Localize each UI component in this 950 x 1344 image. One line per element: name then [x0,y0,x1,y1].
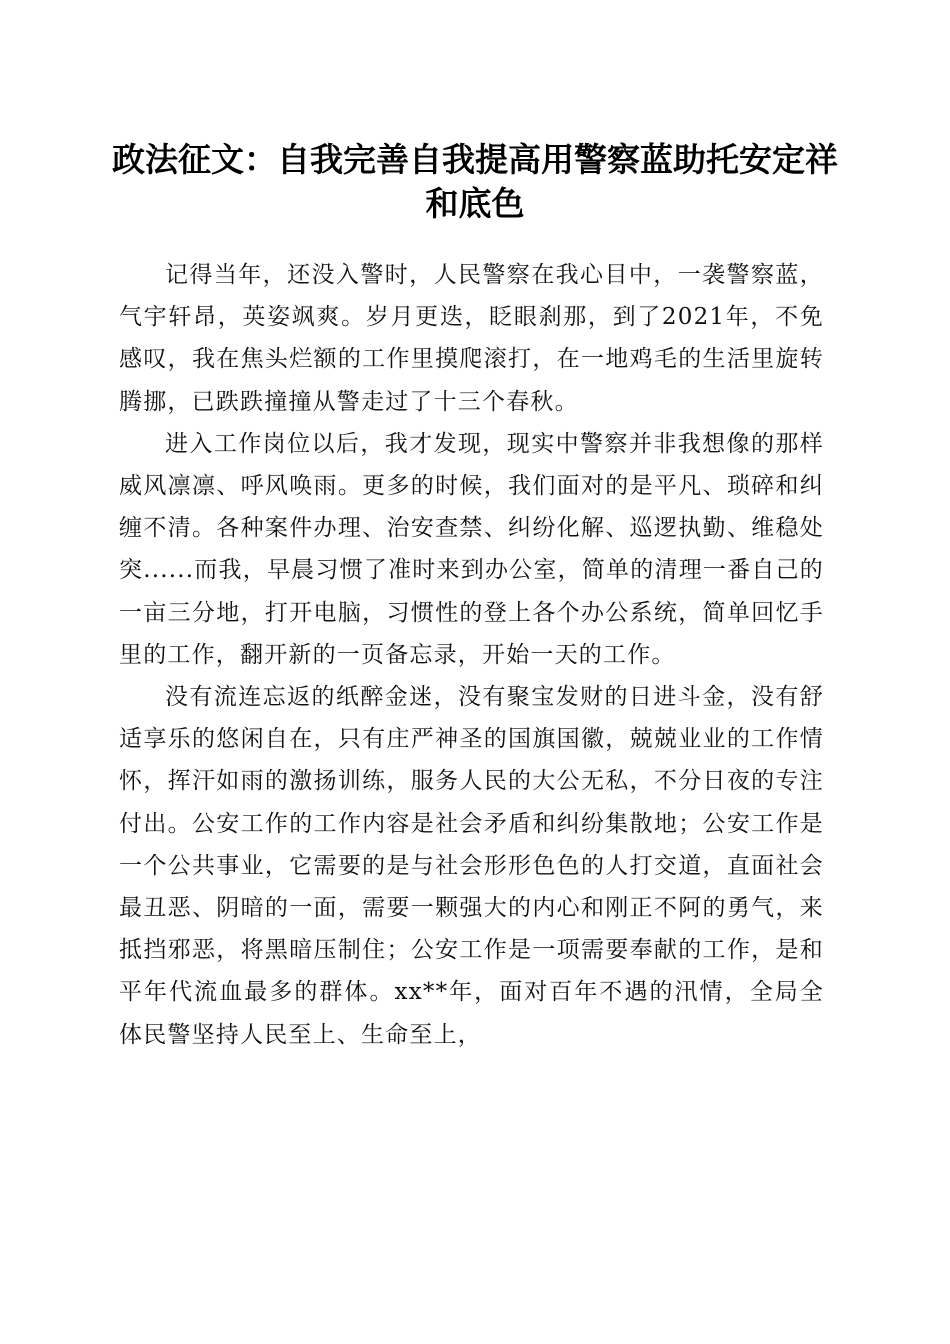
paragraph-3: 没有流连忘返的纸醉金迷，没有聚宝发财的日进斗金，没有舒适享乐的悠闲自在，只有庄严神圣的国旗国徽，兢兢业业的工作情怀，挥汗如雨的激扬训练，服务人民的大公无私，不分日夜的专注付出。公安工作的工作内容是社会矛盾和纠纷集散地；公安工作是一个公共事业，它需要的是与社会形形色色的人打交道，直面社会最丑恶、阴暗的一面，需要一颗强大的内心和刚正不阿的勇气，来抵挡邪恶，将黑暗压制住；公安工作是一项需要奉献的工作，是和平年代流血最多的群体。xx**年，面对百年不遇的汛情，全局全体民警坚持人民至上、生命至上， [119,684,824,1048]
paragraph-2: 进入工作岗位以后，我才发现，现实中警察并非我想像的那样威风凛凛、呼风唤雨。更多的时候，我们面对的是平凡、琐碎和纠缠不清。各种案件办理、治安查禁、纠纷化解、巡逻执勤、维稳处突......而我，早晨习惯了准时来到办公室，简单的清理一番自己的一亩三分地，打开电脑，习惯性的登上各个办公系统，简单回忆手里的工作，翻开新的一页备忘录，开始一天的工作。 [119,430,824,668]
document-body [119,254,824,1056]
paragraph-1: 记得当年，还没入警时，人民警察在我心目中，一袭警察蓝，气宇轩昂，英姿飒爽。岁月更迭，眨眼刹那，到了2021年，不免感叹，我在焦头烂额的工作里摸爬滚打，在一地鸡毛的生活里旋转腾挪，已跌跌撞撞从警走过了十三个春秋。 [119,262,824,415]
document-title: 政法征文：自我完善自我提高用警察蓝助托安定祥和底色 [112,140,838,223]
